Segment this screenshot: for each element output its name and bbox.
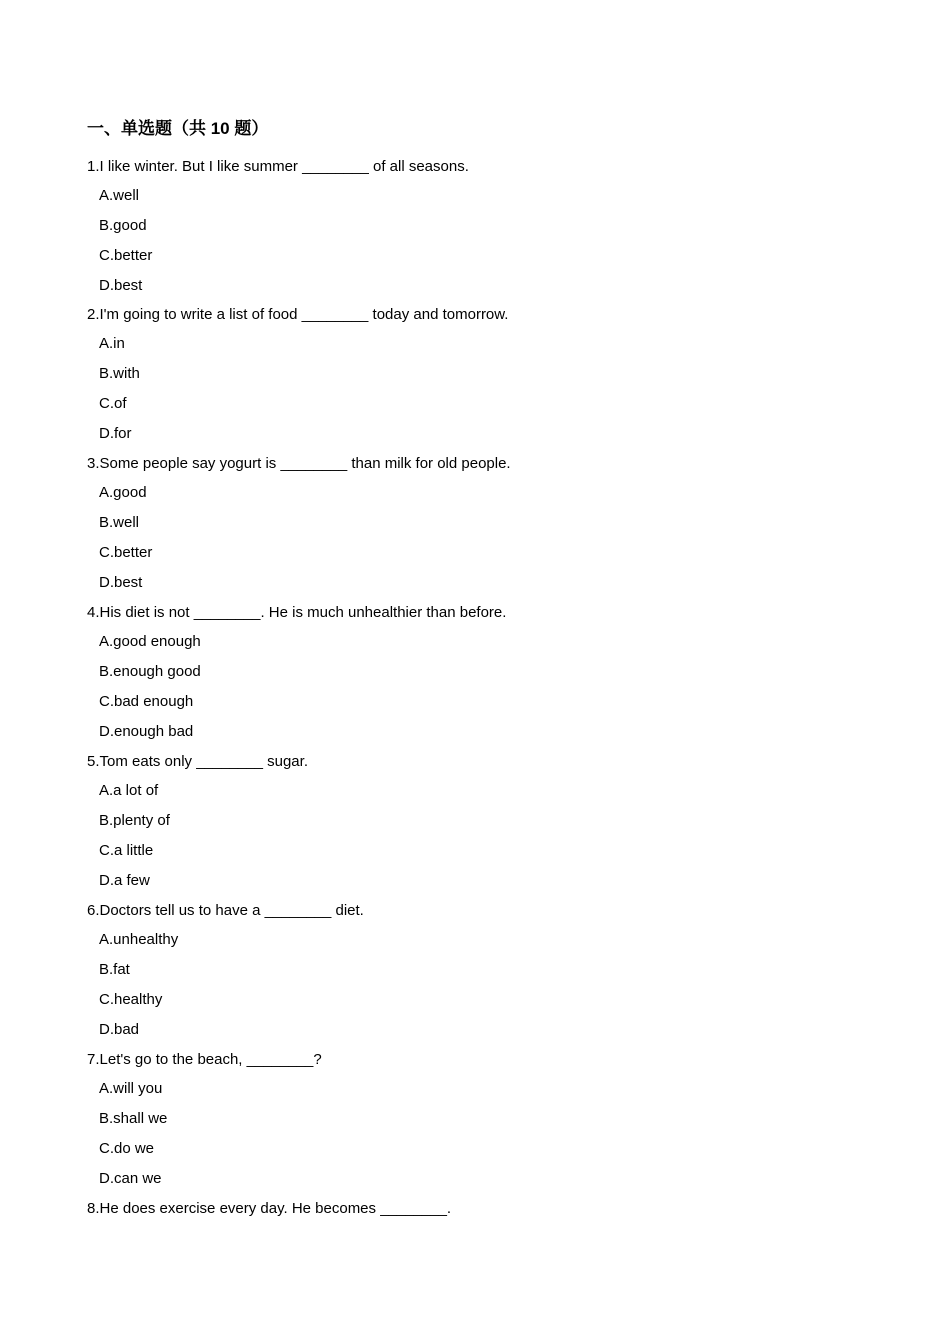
option-a: A.well (99, 187, 140, 204)
question-stem: 7.Let's go to the beach, ________? (87, 1051, 322, 1068)
option-d: D.a few (99, 872, 150, 889)
option-a: A.in (99, 335, 125, 352)
option-d: D.best (99, 574, 143, 591)
option-d: D.best (99, 277, 143, 294)
question-stem: 8.He does exercise every day. He becomes ________. (87, 1200, 452, 1217)
option-c: C.do we (99, 1140, 155, 1157)
option-b: B.well (99, 514, 140, 531)
option-b: B.good (99, 217, 147, 234)
option-c: C.better (99, 544, 153, 561)
option-d: D.bad (99, 1021, 140, 1038)
option-c: C.better (99, 247, 153, 264)
question-stem: 1.I like winter. But I like summer ________ of all seasons. (87, 158, 469, 175)
question-4 (87, 601, 867, 744)
option-c: C.of (99, 395, 127, 412)
question-list (87, 155, 867, 1226)
option-b: B.with (99, 365, 140, 382)
option-c: C.bad enough (99, 693, 194, 710)
question-stem: 4.His diet is not ________. He is much unhealthier than before. (87, 604, 507, 621)
option-d: D.for (99, 425, 132, 442)
question-2 (87, 303, 867, 446)
question-8 (87, 1197, 867, 1221)
question-1 (87, 155, 867, 298)
question-5 (87, 750, 867, 893)
option-b: B.shall we (99, 1110, 168, 1127)
option-b: B.enough good (99, 663, 201, 680)
option-d: D.can we (99, 1170, 162, 1187)
option-a: A.good (99, 484, 147, 501)
option-d: D.enough bad (99, 723, 194, 740)
question-3 (87, 452, 867, 595)
option-a: A.good enough (99, 633, 201, 650)
option-a: A.will you (99, 1080, 163, 1097)
option-c: C.healthy (99, 991, 163, 1008)
section-title: 一、单选题（共 10 题） (87, 119, 269, 138)
option-b: B.plenty of (99, 812, 170, 829)
question-6 (87, 899, 867, 1042)
option-c: C.a little (99, 842, 154, 859)
question-stem: 6.Doctors tell us to have a ________ diet. (87, 902, 364, 919)
question-stem: 3.Some people say yogurt is ________ than milk for old people. (87, 455, 511, 472)
question-stem: 5.Tom eats only ________ sugar. (87, 753, 308, 770)
option-a: A.unhealthy (99, 931, 179, 948)
option-b: B.fat (99, 961, 130, 978)
question-stem: 2.I'm going to write a list of food ________ today and tomorrow. (87, 306, 509, 323)
option-a: A.a lot of (99, 782, 159, 799)
question-7 (87, 1048, 867, 1191)
